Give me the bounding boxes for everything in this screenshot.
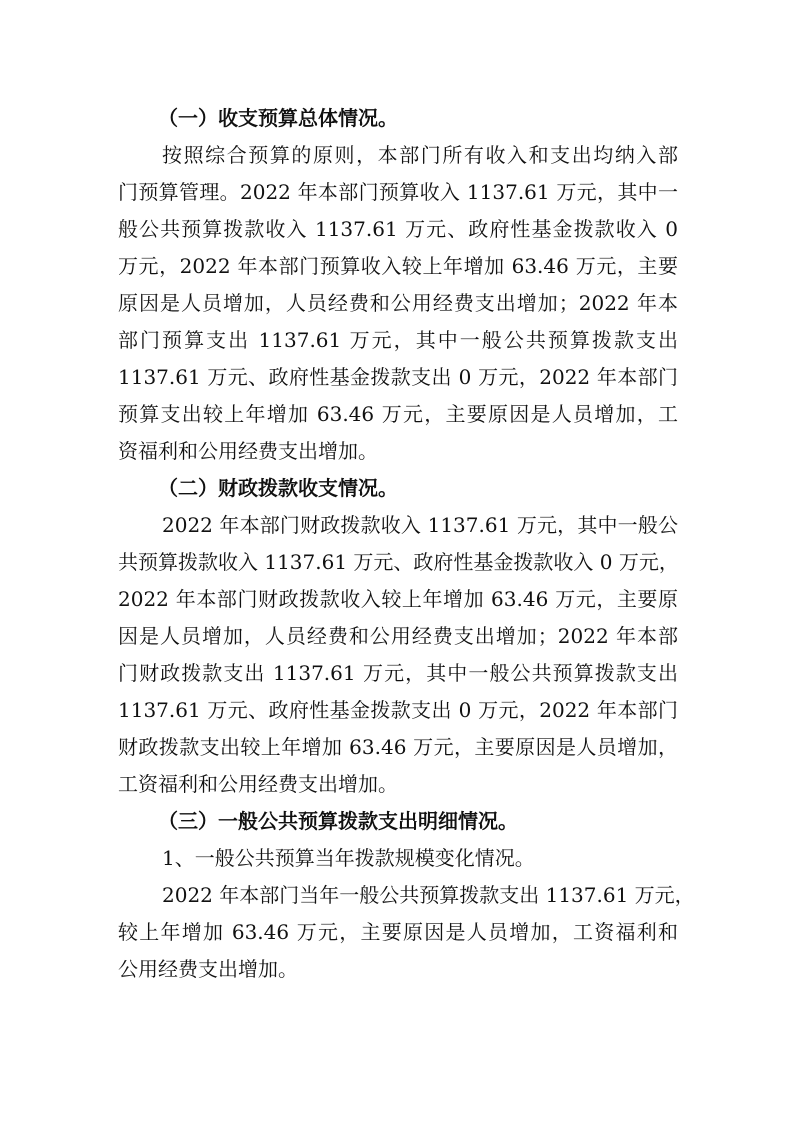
paragraph-line-last: 公用经费支出增加。 [118,957,298,981]
paragraph-line: 较上年增加 63.46 万元，主要原因是人员增加，工资福利和 [118,920,678,944]
paragraph-line: 预算支出较上年增加 63.46 万元，主要原因是人员增加，工 [118,402,678,426]
paragraph-line-last: 资福利和公用经费支出增加。 [118,439,378,463]
paragraph-line: 般公共预算拨款收入 1137.61 万元、政府性基金拨款收入 0 [118,217,678,241]
section-heading-2: （二）财政拨款收支情况。 [158,476,398,500]
paragraph-line: 财政拨款支出较上年增加 63.46 万元，主要原因是人员增加， [118,735,678,759]
section-heading-1: （一）收支预算总体情况。 [158,106,398,130]
paragraph-line: 原因是人员增加，人员经费和公用经费支出增加；2022 年本 [118,291,678,315]
paragraph-line-last: 工资福利和公用经费支出增加。 [118,772,398,796]
paragraph-line: 部门预算支出 1137.61 万元，其中一般公共预算拨款支出 [118,328,678,352]
paragraph-line: 2022 年本部门财政拨款收入 1137.61 万元，其中一般公 [162,513,678,537]
document-page [118,100,695,988]
paragraph-line: 门预算管理。2022 年本部门预算收入 1137.61 万元，其中一 [118,180,678,204]
paragraph-line: 2022 年本部门财政拨款收入较上年增加 63.46 万元，主要原 [118,587,678,611]
section-heading-3: （三）一般公共预算拨款支出明细情况。 [158,809,518,833]
paragraph-line: 共预算拨款收入 1137.61 万元、政府性基金拨款收入 0 万元， [118,550,679,574]
paragraph-line: 门财政拨款支出 1137.61 万元，其中一般公共预算拨款支出 [118,661,678,685]
paragraph-line: 因是人员增加，人员经费和公用经费支出增加；2022 年本部 [118,624,678,648]
paragraph-line: 1137.61 万元、政府性基金拨款支出 0 万元，2022 年本部门 [118,698,678,722]
subsection-heading: 1、一般公共预算当年拨款规模变化情况。 [162,846,535,870]
paragraph-line: 2022 年本部门当年一般公共预算拨款支出 1137.61 万元， [162,883,695,907]
paragraph-line: 万元，2022 年本部门预算收入较上年增加 63.46 万元，主要 [118,254,678,278]
paragraph-line: 按照综合预算的原则，本部门所有收入和支出均纳入部 [162,143,678,167]
paragraph-line: 1137.61 万元、政府性基金拨款支出 0 万元，2022 年本部门 [118,365,678,389]
